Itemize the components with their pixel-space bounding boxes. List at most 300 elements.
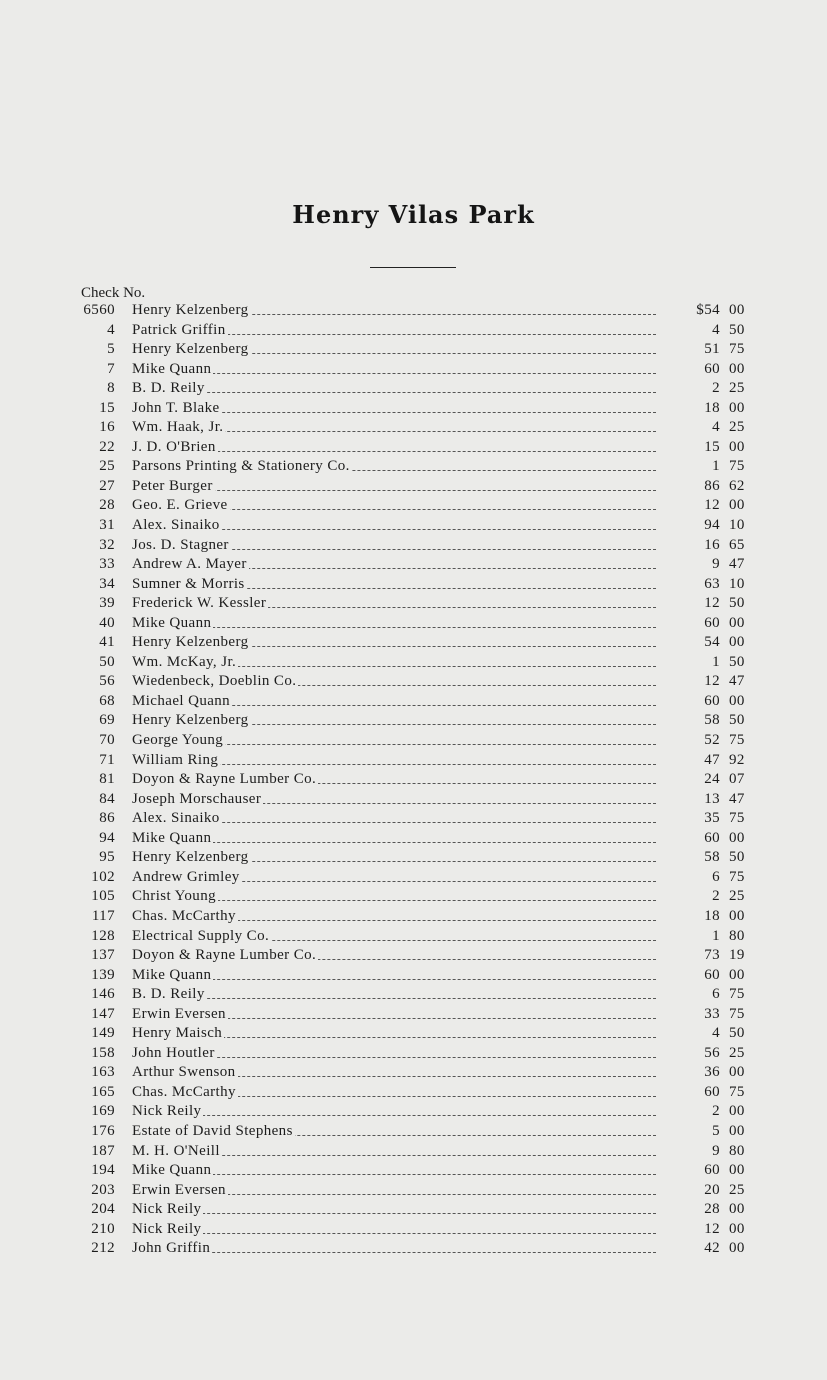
ledger-row	[0, 576, 827, 596]
check-number: 84	[99, 790, 115, 807]
payee-name: Henry Kelzenberg	[132, 634, 249, 651]
amount-cents: 47	[729, 556, 745, 573]
payee-name: Patrick Griffin	[132, 321, 226, 338]
ledger-row	[0, 888, 827, 908]
payee-name: Parsons Printing & Stationery Co.	[132, 458, 350, 475]
amount-dollars: 1	[712, 653, 720, 670]
amount-cents: 47	[729, 673, 745, 690]
ledger-row	[0, 497, 827, 517]
payee-cell	[132, 400, 656, 417]
ledger-row	[0, 928, 827, 948]
payee-cell	[132, 967, 656, 984]
ledger-row	[0, 712, 827, 732]
check-number: 139	[91, 966, 115, 983]
payee-cell	[132, 869, 656, 886]
amount-cents: 25	[729, 1181, 745, 1198]
amount-dollars: 20	[704, 1181, 720, 1198]
check-number: 31	[99, 517, 115, 534]
payee-cell	[132, 1162, 656, 1179]
amount-dollars: 4	[712, 321, 720, 338]
payee-name: Electrical Supply Co.	[132, 927, 270, 944]
check-number: 105	[91, 888, 115, 905]
payee-name: Peter Burger	[132, 477, 213, 494]
payee-cell	[132, 928, 656, 945]
payee-name: Henry Kelzenberg	[132, 712, 249, 729]
check-number: 95	[99, 849, 115, 866]
payee-name: Henry Kelzenberg	[132, 341, 249, 358]
amount-dollars: 36	[704, 1064, 720, 1081]
payee-name: John T. Blake	[132, 399, 220, 416]
check-number: 34	[99, 575, 115, 592]
ledger-row	[0, 1240, 827, 1260]
ledger-row	[0, 380, 827, 400]
amount-dollars: 12	[704, 1220, 720, 1237]
check-number: 149	[91, 1025, 115, 1042]
amount-dollars: 1	[712, 927, 720, 944]
payee-cell	[132, 419, 656, 436]
payee-name: Jos. D. Stagner	[132, 536, 229, 553]
payee-cell	[132, 830, 656, 847]
check-number: 169	[91, 1103, 115, 1120]
check-number: 39	[99, 595, 115, 612]
ledger-row	[0, 1221, 827, 1241]
amount-dollars: 56	[704, 1044, 720, 1061]
check-number: 147	[91, 1005, 115, 1022]
ledger-row	[0, 341, 827, 361]
payee-name: Estate of David Stephens	[132, 1122, 293, 1139]
ledger-row	[0, 478, 827, 498]
ledger-row	[0, 302, 827, 322]
ledger-row	[0, 967, 827, 987]
check-number: 40	[99, 614, 115, 631]
payee-cell	[132, 1025, 656, 1042]
amount-dollars: 54	[704, 634, 720, 651]
payee-name: Doyon & Rayne Lumber Co.	[132, 771, 317, 788]
check-number: 203	[91, 1181, 115, 1198]
ledger-row	[0, 654, 827, 674]
check-number: 22	[99, 438, 115, 455]
amount-dollars: 6	[712, 986, 720, 1003]
check-number: 163	[91, 1064, 115, 1081]
check-number: 5	[107, 341, 115, 358]
payee-name: Wm. McKay, Jr.	[132, 653, 237, 670]
amount-cents: 00	[729, 438, 745, 455]
payee-name: Henry Kelzenberg	[132, 302, 249, 318]
payee-name: Christ Young	[132, 888, 216, 905]
ledger-row	[0, 556, 827, 576]
amount-cents: 50	[729, 321, 745, 338]
payee-cell	[132, 1123, 656, 1140]
amount-cents: 62	[729, 477, 745, 494]
leader-dots	[132, 1233, 656, 1234]
amount-dollars: 6	[712, 868, 720, 885]
amount-dollars: 2	[712, 888, 720, 905]
payee-cell	[132, 947, 656, 964]
ledger-row	[0, 752, 827, 772]
payee-cell	[132, 380, 656, 397]
payee-name: George Young	[132, 732, 224, 749]
payee-cell	[132, 341, 656, 358]
check-number: 204	[91, 1201, 115, 1218]
payee-name: Erwin Eversen	[132, 1181, 226, 1198]
check-number: 4	[107, 321, 115, 338]
payee-name: Mike Quann	[132, 360, 212, 377]
payee-cell	[132, 576, 656, 593]
amount-cents: 00	[729, 399, 745, 416]
ledger-row	[0, 1182, 827, 1202]
amount-dollars: 2	[712, 1103, 720, 1120]
payee-cell	[132, 732, 656, 749]
amount-cents: 80	[729, 1142, 745, 1159]
payee-cell	[132, 517, 656, 534]
payee-cell	[132, 615, 656, 632]
check-number: 176	[91, 1122, 115, 1139]
payee-cell	[132, 458, 656, 475]
check-number: 81	[99, 771, 115, 788]
payee-cell	[132, 556, 656, 573]
ledger-row	[0, 439, 827, 459]
payee-name: Wm. Haak, Jr.	[132, 419, 224, 436]
payee-cell	[132, 322, 656, 339]
check-number: 50	[99, 653, 115, 670]
amount-cents: 00	[729, 1201, 745, 1218]
amount-cents: 25	[729, 380, 745, 397]
payee-name: John Griffin	[132, 1240, 211, 1257]
amount-cents: 75	[729, 810, 745, 827]
check-number: 8	[107, 380, 115, 397]
ledger-row	[0, 1045, 827, 1065]
amount-cents: 75	[729, 868, 745, 885]
payee-cell	[132, 595, 656, 612]
check-number: 165	[91, 1083, 115, 1100]
payee-cell	[132, 1201, 656, 1218]
ledger-row	[0, 732, 827, 752]
amount-cents: 47	[729, 790, 745, 807]
amount-dollars: $54	[696, 302, 720, 318]
ledger-row	[0, 791, 827, 811]
amount-cents: 00	[729, 360, 745, 377]
payee-name: Andrew Grimley	[132, 868, 240, 885]
amount-cents: 00	[729, 1240, 745, 1257]
ledger-row	[0, 693, 827, 713]
check-number: 158	[91, 1044, 115, 1061]
amount-dollars: 2	[712, 380, 720, 397]
payee-cell	[132, 1221, 656, 1238]
title-rule	[370, 267, 456, 268]
check-number: 41	[99, 634, 115, 651]
ledger-row	[0, 361, 827, 381]
amount-dollars: 60	[704, 360, 720, 377]
check-number: 210	[91, 1220, 115, 1237]
payee-cell	[132, 1084, 656, 1101]
payee-name: Sumner & Morris	[132, 575, 245, 592]
amount-dollars: 1	[712, 458, 720, 475]
ledger-row	[0, 517, 827, 537]
payee-name: B. D. Reily	[132, 380, 205, 397]
amount-dollars: 60	[704, 692, 720, 709]
check-number: 187	[91, 1142, 115, 1159]
amount-cents: 00	[729, 634, 745, 651]
check-number: 16	[99, 419, 115, 436]
check-number: 25	[99, 458, 115, 475]
amount-cents: 00	[729, 1162, 745, 1179]
amount-cents: 50	[729, 849, 745, 866]
amount-cents: 50	[729, 653, 745, 670]
ledger-row	[0, 830, 827, 850]
amount-dollars: 24	[704, 771, 720, 788]
payee-name: M. H. O'Neill	[132, 1142, 220, 1159]
payee-name: Alex. Sinaiko	[132, 517, 220, 534]
amount-cents: 19	[729, 947, 745, 964]
payee-name: John Houtler	[132, 1044, 215, 1061]
ledger-row	[0, 1025, 827, 1045]
check-number: 28	[99, 497, 115, 514]
payee-cell	[132, 791, 656, 808]
check-number: 15	[99, 399, 115, 416]
amount-cents: 00	[729, 692, 745, 709]
payee-cell	[132, 1182, 656, 1199]
amount-cents: 75	[729, 341, 745, 358]
ledger-list	[0, 302, 827, 1260]
check-number: 137	[91, 947, 115, 964]
ledger-row	[0, 947, 827, 967]
ledger-row	[0, 771, 827, 791]
payee-name: Henry Kelzenberg	[132, 849, 249, 866]
payee-cell	[132, 752, 656, 769]
payee-name: Mike Quann	[132, 1162, 212, 1179]
payee-name: Chas. McCarthy	[132, 1083, 236, 1100]
check-number: 212	[91, 1240, 115, 1257]
payee-cell	[132, 888, 656, 905]
amount-cents: 25	[729, 1044, 745, 1061]
amount-cents: 00	[729, 614, 745, 631]
check-number: 69	[99, 712, 115, 729]
ledger-row	[0, 986, 827, 1006]
check-number: 146	[91, 986, 115, 1003]
payee-cell	[132, 810, 656, 827]
amount-dollars: 60	[704, 1162, 720, 1179]
payee-name: William Ring	[132, 751, 219, 768]
payee-name: Mike Quann	[132, 966, 212, 983]
amount-cents: 00	[729, 907, 745, 924]
payee-cell	[132, 361, 656, 378]
payee-name: Mike Quann	[132, 614, 212, 631]
amount-dollars: 60	[704, 614, 720, 631]
leader-dots	[132, 1115, 656, 1116]
ledger-row	[0, 1064, 827, 1084]
payee-cell	[132, 693, 656, 710]
amount-dollars: 18	[704, 399, 720, 416]
amount-cents: 75	[729, 1005, 745, 1022]
ledger-row	[0, 615, 827, 635]
payee-cell	[132, 497, 656, 514]
ledger-row	[0, 400, 827, 420]
check-number: 71	[99, 751, 115, 768]
amount-cents: 50	[729, 1025, 745, 1042]
amount-cents: 75	[729, 986, 745, 1003]
payee-name: Nick Reily	[132, 1201, 202, 1218]
payee-cell	[132, 439, 656, 456]
ledger-row	[0, 1162, 827, 1182]
amount-cents: 00	[729, 302, 745, 318]
amount-dollars: 15	[704, 438, 720, 455]
amount-dollars: 28	[704, 1201, 720, 1218]
check-number: 128	[91, 927, 115, 944]
amount-dollars: 5	[712, 1122, 720, 1139]
ledger-row	[0, 458, 827, 478]
ledger-row	[0, 1006, 827, 1026]
leader-dots	[132, 1213, 656, 1214]
amount-cents: 07	[729, 771, 745, 788]
payee-cell	[132, 1240, 656, 1257]
payee-cell	[132, 1143, 656, 1160]
ledger-row	[0, 1143, 827, 1163]
ledger-row	[0, 1084, 827, 1104]
payee-name: Mike Quann	[132, 829, 212, 846]
ledger-row	[0, 869, 827, 889]
ledger-row	[0, 1201, 827, 1221]
amount-cents: 00	[729, 1220, 745, 1237]
amount-dollars: 12	[704, 497, 720, 514]
amount-cents: 00	[729, 497, 745, 514]
payee-name: Doyon & Rayne Lumber Co.	[132, 947, 317, 964]
amount-dollars: 33	[704, 1005, 720, 1022]
amount-cents: 00	[729, 1064, 745, 1081]
check-number: 6560	[83, 302, 115, 318]
payee-cell	[132, 654, 656, 671]
ledger-row	[0, 673, 827, 693]
amount-dollars: 60	[704, 1083, 720, 1100]
ledger-row	[0, 634, 827, 654]
payee-name: Alex. Sinaiko	[132, 810, 220, 827]
payee-name: Frederick W. Kessler	[132, 595, 267, 612]
check-number: 68	[99, 692, 115, 709]
amount-dollars: 35	[704, 810, 720, 827]
ledger-row	[0, 849, 827, 869]
ledger-row	[0, 908, 827, 928]
ledger-row	[0, 419, 827, 439]
amount-dollars: 9	[712, 1142, 720, 1159]
payee-cell	[132, 712, 656, 729]
amount-cents: 10	[729, 575, 745, 592]
payee-cell	[132, 302, 656, 319]
amount-cents: 92	[729, 751, 745, 768]
amount-dollars: 52	[704, 732, 720, 749]
amount-dollars: 86	[704, 477, 720, 494]
payee-cell	[132, 478, 656, 495]
check-number: 27	[99, 477, 115, 494]
payee-cell	[132, 986, 656, 1003]
amount-dollars: 51	[704, 341, 720, 358]
ledger-row	[0, 322, 827, 342]
payee-cell	[132, 1006, 656, 1023]
payee-name: Michael Quann	[132, 692, 231, 709]
amount-cents: 00	[729, 1103, 745, 1120]
payee-cell	[132, 673, 656, 690]
payee-name: J. D. O'Brien	[132, 438, 216, 455]
payee-name: Nick Reily	[132, 1103, 202, 1120]
amount-cents: 75	[729, 1083, 745, 1100]
amount-cents: 25	[729, 888, 745, 905]
ledger-row	[0, 537, 827, 557]
leader-dots	[132, 998, 656, 999]
check-number: 194	[91, 1162, 115, 1179]
amount-dollars: 16	[704, 536, 720, 553]
amount-cents: 75	[729, 458, 745, 475]
payee-name: Henry Maisch	[132, 1025, 223, 1042]
payee-name: B. D. Reily	[132, 986, 205, 1003]
amount-dollars: 58	[704, 712, 720, 729]
amount-dollars: 18	[704, 907, 720, 924]
ledger-row	[0, 810, 827, 830]
amount-cents: 65	[729, 536, 745, 553]
amount-cents: 00	[729, 966, 745, 983]
amount-dollars: 9	[712, 556, 720, 573]
amount-dollars: 12	[704, 595, 720, 612]
check-number: 56	[99, 673, 115, 690]
amount-cents: 10	[729, 517, 745, 534]
amount-cents: 00	[729, 829, 745, 846]
check-number-header: Check No.	[81, 285, 146, 301]
amount-cents: 75	[729, 732, 745, 749]
payee-name: Joseph Morschauser	[132, 790, 262, 807]
ledger-row	[0, 595, 827, 615]
payee-cell	[132, 849, 656, 866]
check-number: 32	[99, 536, 115, 553]
amount-dollars: 94	[704, 517, 720, 534]
payee-cell	[132, 908, 656, 925]
payee-name: Erwin Eversen	[132, 1005, 226, 1022]
check-number: 33	[99, 556, 115, 573]
payee-name: Chas. McCarthy	[132, 907, 236, 924]
payee-name: Nick Reily	[132, 1220, 202, 1237]
amount-dollars: 63	[704, 575, 720, 592]
ledger-row	[0, 1103, 827, 1123]
check-number: 70	[99, 732, 115, 749]
amount-cents: 25	[729, 419, 745, 436]
amount-dollars: 4	[712, 1025, 720, 1042]
payee-cell	[132, 1064, 656, 1081]
amount-dollars: 58	[704, 849, 720, 866]
check-number: 117	[91, 907, 115, 924]
check-number: 86	[99, 810, 115, 827]
page-title: Henry Vilas Park	[292, 200, 535, 229]
payee-name: Wiedenbeck, Doeblin Co.	[132, 673, 297, 690]
amount-dollars: 42	[704, 1240, 720, 1257]
payee-name: Geo. E. Grieve	[132, 497, 228, 514]
ledger-row	[0, 1123, 827, 1143]
payee-cell	[132, 771, 656, 788]
leader-dots	[132, 392, 656, 393]
amount-cents: 80	[729, 927, 745, 944]
amount-dollars: 73	[704, 947, 720, 964]
check-number: 7	[107, 360, 115, 377]
amount-cents: 50	[729, 712, 745, 729]
payee-cell	[132, 537, 656, 554]
amount-cents: 00	[729, 1122, 745, 1139]
amount-dollars: 13	[704, 790, 720, 807]
amount-dollars: 47	[704, 751, 720, 768]
amount-dollars: 12	[704, 673, 720, 690]
amount-dollars: 60	[704, 829, 720, 846]
payee-name: Arthur Swenson	[132, 1064, 236, 1081]
payee-name: Andrew A. Mayer	[132, 556, 247, 573]
payee-cell	[132, 1103, 656, 1120]
check-number: 94	[99, 829, 115, 846]
amount-dollars: 4	[712, 419, 720, 436]
payee-cell	[132, 634, 656, 651]
amount-cents: 50	[729, 595, 745, 612]
